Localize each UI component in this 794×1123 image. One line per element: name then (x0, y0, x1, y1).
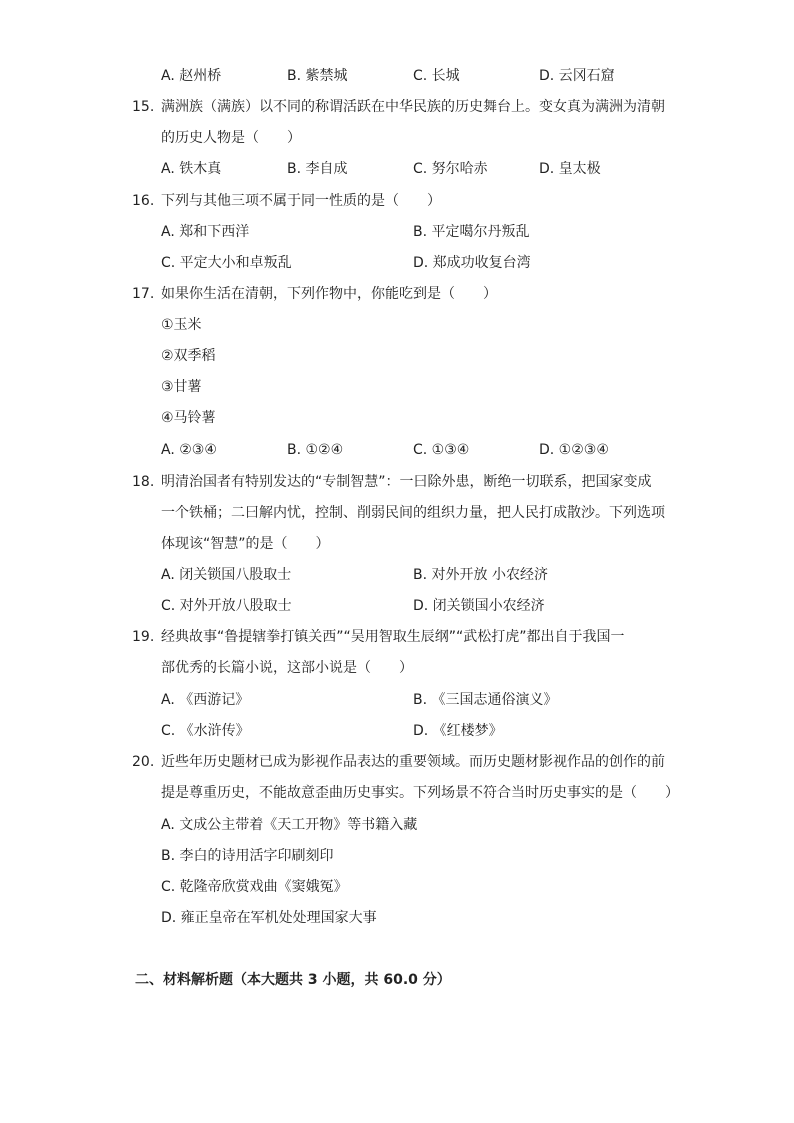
question-stem-line: 一个铁桶；二曰解内忧，控制、削弱民间的组织力量，把人民打成散沙。下列选项 (161, 505, 665, 521)
option-a: A. ②③④ (161, 442, 217, 458)
list-item: ②双季稻 (161, 348, 216, 364)
option-b: B. 李自成 (287, 161, 348, 177)
option-d: D. 云冈石窟 (539, 68, 615, 84)
question-stem-line: 提是尊重历史，不能故意歪曲历史事实。下列场景不符合当时历史事实的是（ ） (161, 785, 679, 801)
list-item: ①玉米 (161, 317, 202, 333)
option-a: A. 《西游记》 (161, 692, 250, 708)
option-c: C. 平定大小和卓叛乱 (161, 255, 292, 271)
option-c: C. 对外开放八股取士 (161, 598, 292, 614)
option-d: D. 闭关锁国小农经济 (413, 598, 545, 614)
option-d: D. 皇太极 (539, 161, 601, 177)
question-number: 20. (132, 754, 155, 770)
option-a: A. 郑和下西洋 (161, 224, 250, 240)
option-b: B. ①②④ (287, 442, 344, 458)
question-stem-line: 满洲族（满族）以不同的称谓活跃在中华民族的历史舞台上。变女真为满洲为清朝 (161, 99, 665, 115)
option-c: C. 乾隆帝欣赏戏曲《窦娥冤》 (161, 879, 348, 895)
question-stem-line: 近些年历史题材已成为影视作品表达的重要领域。而历史题材影视作品的创作的前 (161, 754, 665, 770)
option-d: D. ①②③④ (539, 442, 609, 458)
question-stem-line: 部优秀的长篇小说，这部小说是（ ） (161, 660, 413, 676)
question-stem-line: 明清治国者有特别发达的“专制智慧”：一曰除外患，断绝一切联系，把国家变成 (161, 474, 652, 490)
question-number: 19. (132, 629, 155, 645)
list-item: ④马铃薯 (161, 410, 216, 426)
option-a: A. 赵州桥 (161, 68, 222, 84)
option-d: D. 《红楼梦》 (413, 723, 503, 739)
option-c: C. 长城 (413, 68, 460, 84)
option-b: B. 对外开放 小农经济 (413, 567, 548, 583)
option-a: A. 文成公主带着《天工开物》等书籍入藏 (161, 817, 418, 833)
option-c: C. 《水浒传》 (161, 723, 250, 739)
question-stem-line: 下列与其他三项不属于同一性质的是（ ） (161, 193, 441, 209)
question-number: 18. (132, 474, 155, 490)
option-d: D. 雍正皇帝在军机处处理国家大事 (161, 910, 377, 926)
section-heading: 二、材料解析题（本大题共 3 小题，共 60.0 分） (135, 972, 451, 988)
question-stem-line: 的历史人物是（ ） (161, 130, 301, 146)
option-b: B. 《三国志通俗演义》 (413, 692, 558, 708)
option-b: B. 李白的诗用活字印刷刻印 (161, 848, 334, 864)
option-b: B. 紫禁城 (287, 68, 348, 84)
option-a: A. 铁木真 (161, 161, 222, 177)
option-c: C. ①③④ (413, 442, 470, 458)
question-stem-line: 如果你生活在清朝，下列作物中，你能吃到是（ ） (161, 286, 497, 302)
option-b: B. 平定噶尔丹叛乱 (413, 224, 530, 240)
list-item: ③甘薯 (161, 379, 202, 395)
question-stem-line: 经典故事“鲁提辖拳打镇关西”“吴用智取生辰纲”“武松打虎”都出自于我国一 (161, 629, 625, 645)
question-number: 16. (132, 193, 155, 209)
option-d: D. 郑成功收复台湾 (413, 255, 531, 271)
option-c: C. 努尔哈赤 (413, 161, 488, 177)
question-number: 17. (132, 286, 155, 302)
question-stem-line: 体现该“智慧”的是（ ） (161, 536, 330, 552)
question-number: 15. (132, 99, 155, 115)
option-a: A. 闭关锁国八股取士 (161, 567, 292, 583)
